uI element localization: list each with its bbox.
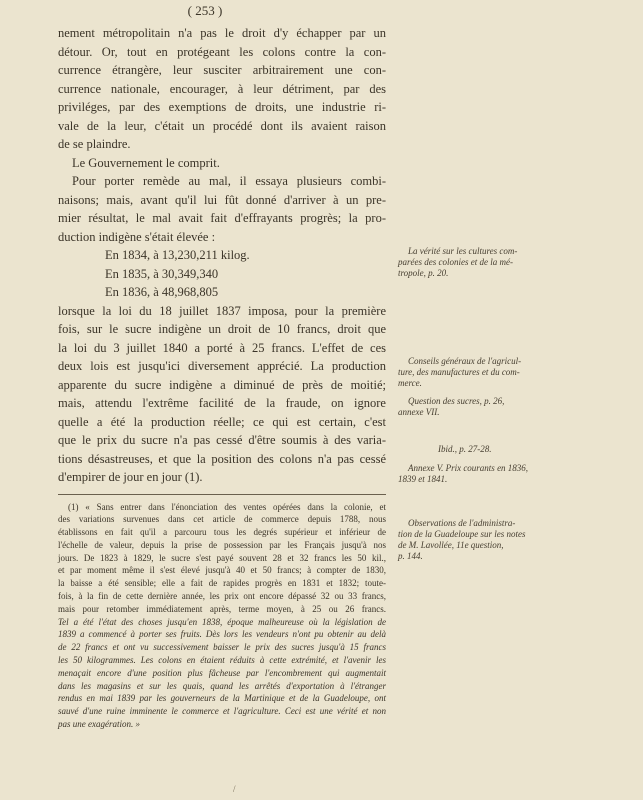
footnote-line: 1839 a commencé à porter ses fruits. Dès lors les vendeurs n'ont pu obtenir au delà: [58, 629, 386, 640]
footnote-divider: [58, 494, 386, 495]
margin-note-line: tropole, p. 20.: [398, 268, 449, 278]
footnote-line: de 22 francs et ont vu successivement baisser le prix des sucres jusqu'à 15 francs: [58, 642, 386, 653]
margin-note-line: annexe VII.: [398, 407, 440, 417]
text-line: En 1834, à 13,230,211 kilog.: [105, 248, 250, 262]
margin-note-line: ture, des manufactures et du com-: [398, 367, 520, 377]
footnote-line: la baisse a été sensible; elle a fait de rapides progrès en 1831 et 1832; toute-: [58, 578, 386, 589]
footnote-line: et par moment même il s'est élevé jusqu'à 40 et 50 francs; à compter de 1830,: [58, 565, 386, 576]
footnote-line: (1) « Sans entrer dans l'énonciation des ventes opérées dans la colonie, et: [68, 501, 386, 512]
margin-note-line: Annexe V. Prix courants en 1836,: [408, 463, 529, 473]
margin-note-question-sucres: [398, 396, 573, 418]
footnote-line: menaçait encore d'une position plus fâcheuse par l'encombrement qui augmentait: [58, 667, 386, 678]
text-line: currence étrangère, leur susciter arbitrairement une con-: [58, 63, 386, 77]
footnote-line: des variations survenues dans cet article de commerce depuis 1788, nous: [58, 514, 386, 525]
text-line: deux lois est jusqu'ici diversement apprécié. La production: [58, 359, 386, 373]
margin-note-line: merce.: [398, 378, 422, 388]
margin-note-annexe: [398, 463, 573, 485]
main-text: [58, 24, 386, 487]
text-line: tions désastreuses, et que la position des colons n'a pas cessé: [58, 451, 386, 466]
margin-note-conseils: [398, 356, 573, 389]
text-line: apparente du sucre indigène a diminué de près de moitié;: [58, 377, 386, 392]
margin-note-line: Conseils généraux de l'agricul-: [408, 356, 522, 366]
text-line: duction indigène s'était élevée :: [58, 229, 216, 244]
footnote-line: pas une exagération. »: [58, 719, 140, 730]
margin-note-line: Ibid., p. 27-28.: [438, 444, 492, 454]
text-line: naisons; mais, avant qu'il lui fût donné d'arriver à un pre-: [58, 192, 386, 207]
footnote-line: établissons en fait qu'il a parcouru tous les degrés supérieur et inférieur de: [58, 527, 386, 538]
text-line: En 1835, à 30,349,340: [105, 266, 219, 281]
margin-note-verite: [398, 246, 573, 279]
margin-note-ibid: [398, 444, 573, 455]
text-line: d'empirer de jour en jour (1).: [58, 470, 203, 484]
footnote-line: Tel a été l'état des choses jusqu'en 1838, époque malheureuse où la législation de: [58, 616, 386, 627]
footnote-line: sauvé d'une ruine imminente le commerce et l'agriculture. Ceci est une vérité et non: [58, 706, 386, 717]
margin-note-line: de M. Lavollée, 11e question,: [398, 540, 504, 550]
text-line: currence nationale, encourager, à leur détriment, par des: [58, 81, 386, 96]
footnote-line: l'échelle de valeur, depuis la prise de possession par les Français jusqu'à nos: [58, 539, 386, 550]
margin-note-line: La vérité sur les cultures com-: [408, 246, 518, 256]
margin-note-line: Observations de l'administra-: [408, 518, 516, 528]
margin-note-observations: [398, 518, 573, 562]
page-body: [58, 24, 386, 731]
text-line: de se plaindre.: [58, 137, 131, 151]
text-line: priviléges, par des exemptions de droits, une industrie ri-: [58, 100, 386, 114]
footnote-line: fois, à la fin de cette dernière année, les prix ont encore dépassé 32 ou 33 francs,: [58, 591, 386, 602]
margin-note-line: parées des colonies et de la mé-: [398, 257, 513, 267]
text-line: fois, sur le sucre indigène un droit de 10 francs, droit que: [58, 322, 386, 336]
text-line: la loi du 3 juillet 1840 a porté à 25 francs. L'effet de ces: [58, 340, 386, 355]
text-line: mais, attendu l'extrême facilité de la fraude, on ignore: [58, 396, 386, 410]
text-line: quelle a été la production réelle; ce qui est certain, c'est: [58, 414, 386, 429]
text-line: mier résultat, le mal avait fait d'effrayants progrès; la pro-: [58, 211, 386, 225]
text-line: Le Gouvernement le comprit.: [72, 155, 220, 170]
footnote-line: mais pour retomber immédiatement après, terme moyen, à 25 ou 26 francs.: [58, 603, 386, 614]
text-line: En 1836, à 48,968,805: [105, 285, 219, 299]
page-number: ( 253 ): [187, 3, 223, 18]
footnote-line: jours. De 1823 à 1829, le sucre s'est payé souvent 28 et 32 francs les 50 kil.,: [58, 552, 386, 563]
margin-note-line: p. 144.: [398, 551, 423, 561]
text-line: vale de la leur, c'était un procédé dont ils avaient raison: [58, 118, 386, 133]
footnote: [58, 501, 386, 731]
text-line: lorsque la loi du 18 juillet 1837 imposa, pour la première: [58, 303, 386, 318]
text-line: Pour porter remède au mal, il essaya plusieurs combi-: [72, 174, 386, 188]
stray-mark: /: [233, 784, 236, 794]
text-line: détour. Or, tout en protégeant les colons contre la con-: [58, 44, 386, 59]
margin-note-line: tion de la Guadeloupe sur les notes: [398, 529, 526, 539]
margin-note-line: 1839 et 1841.: [398, 474, 448, 484]
footnote-line: les 50 kilogrammes. Les colons en étaient réduits à cette extrémité, et l'avenir les: [58, 655, 386, 666]
footnote-line: rendus en mai 1839 par les gouverneurs de la Martinique et de la Guadeloupe, ont: [58, 693, 386, 704]
footnote-line: dans les magasins et sur les quais, quand les arrêtés d'exportation à l'étranger: [58, 680, 386, 691]
text-line: que le prix du sucre n'a pas cessé d'être soumis à des varia-: [58, 433, 386, 447]
text-line: nement métropolitain n'a pas le droit d'y échapper par un: [58, 26, 386, 40]
margin-note-line: Question des sucres, p. 26,: [408, 396, 505, 406]
